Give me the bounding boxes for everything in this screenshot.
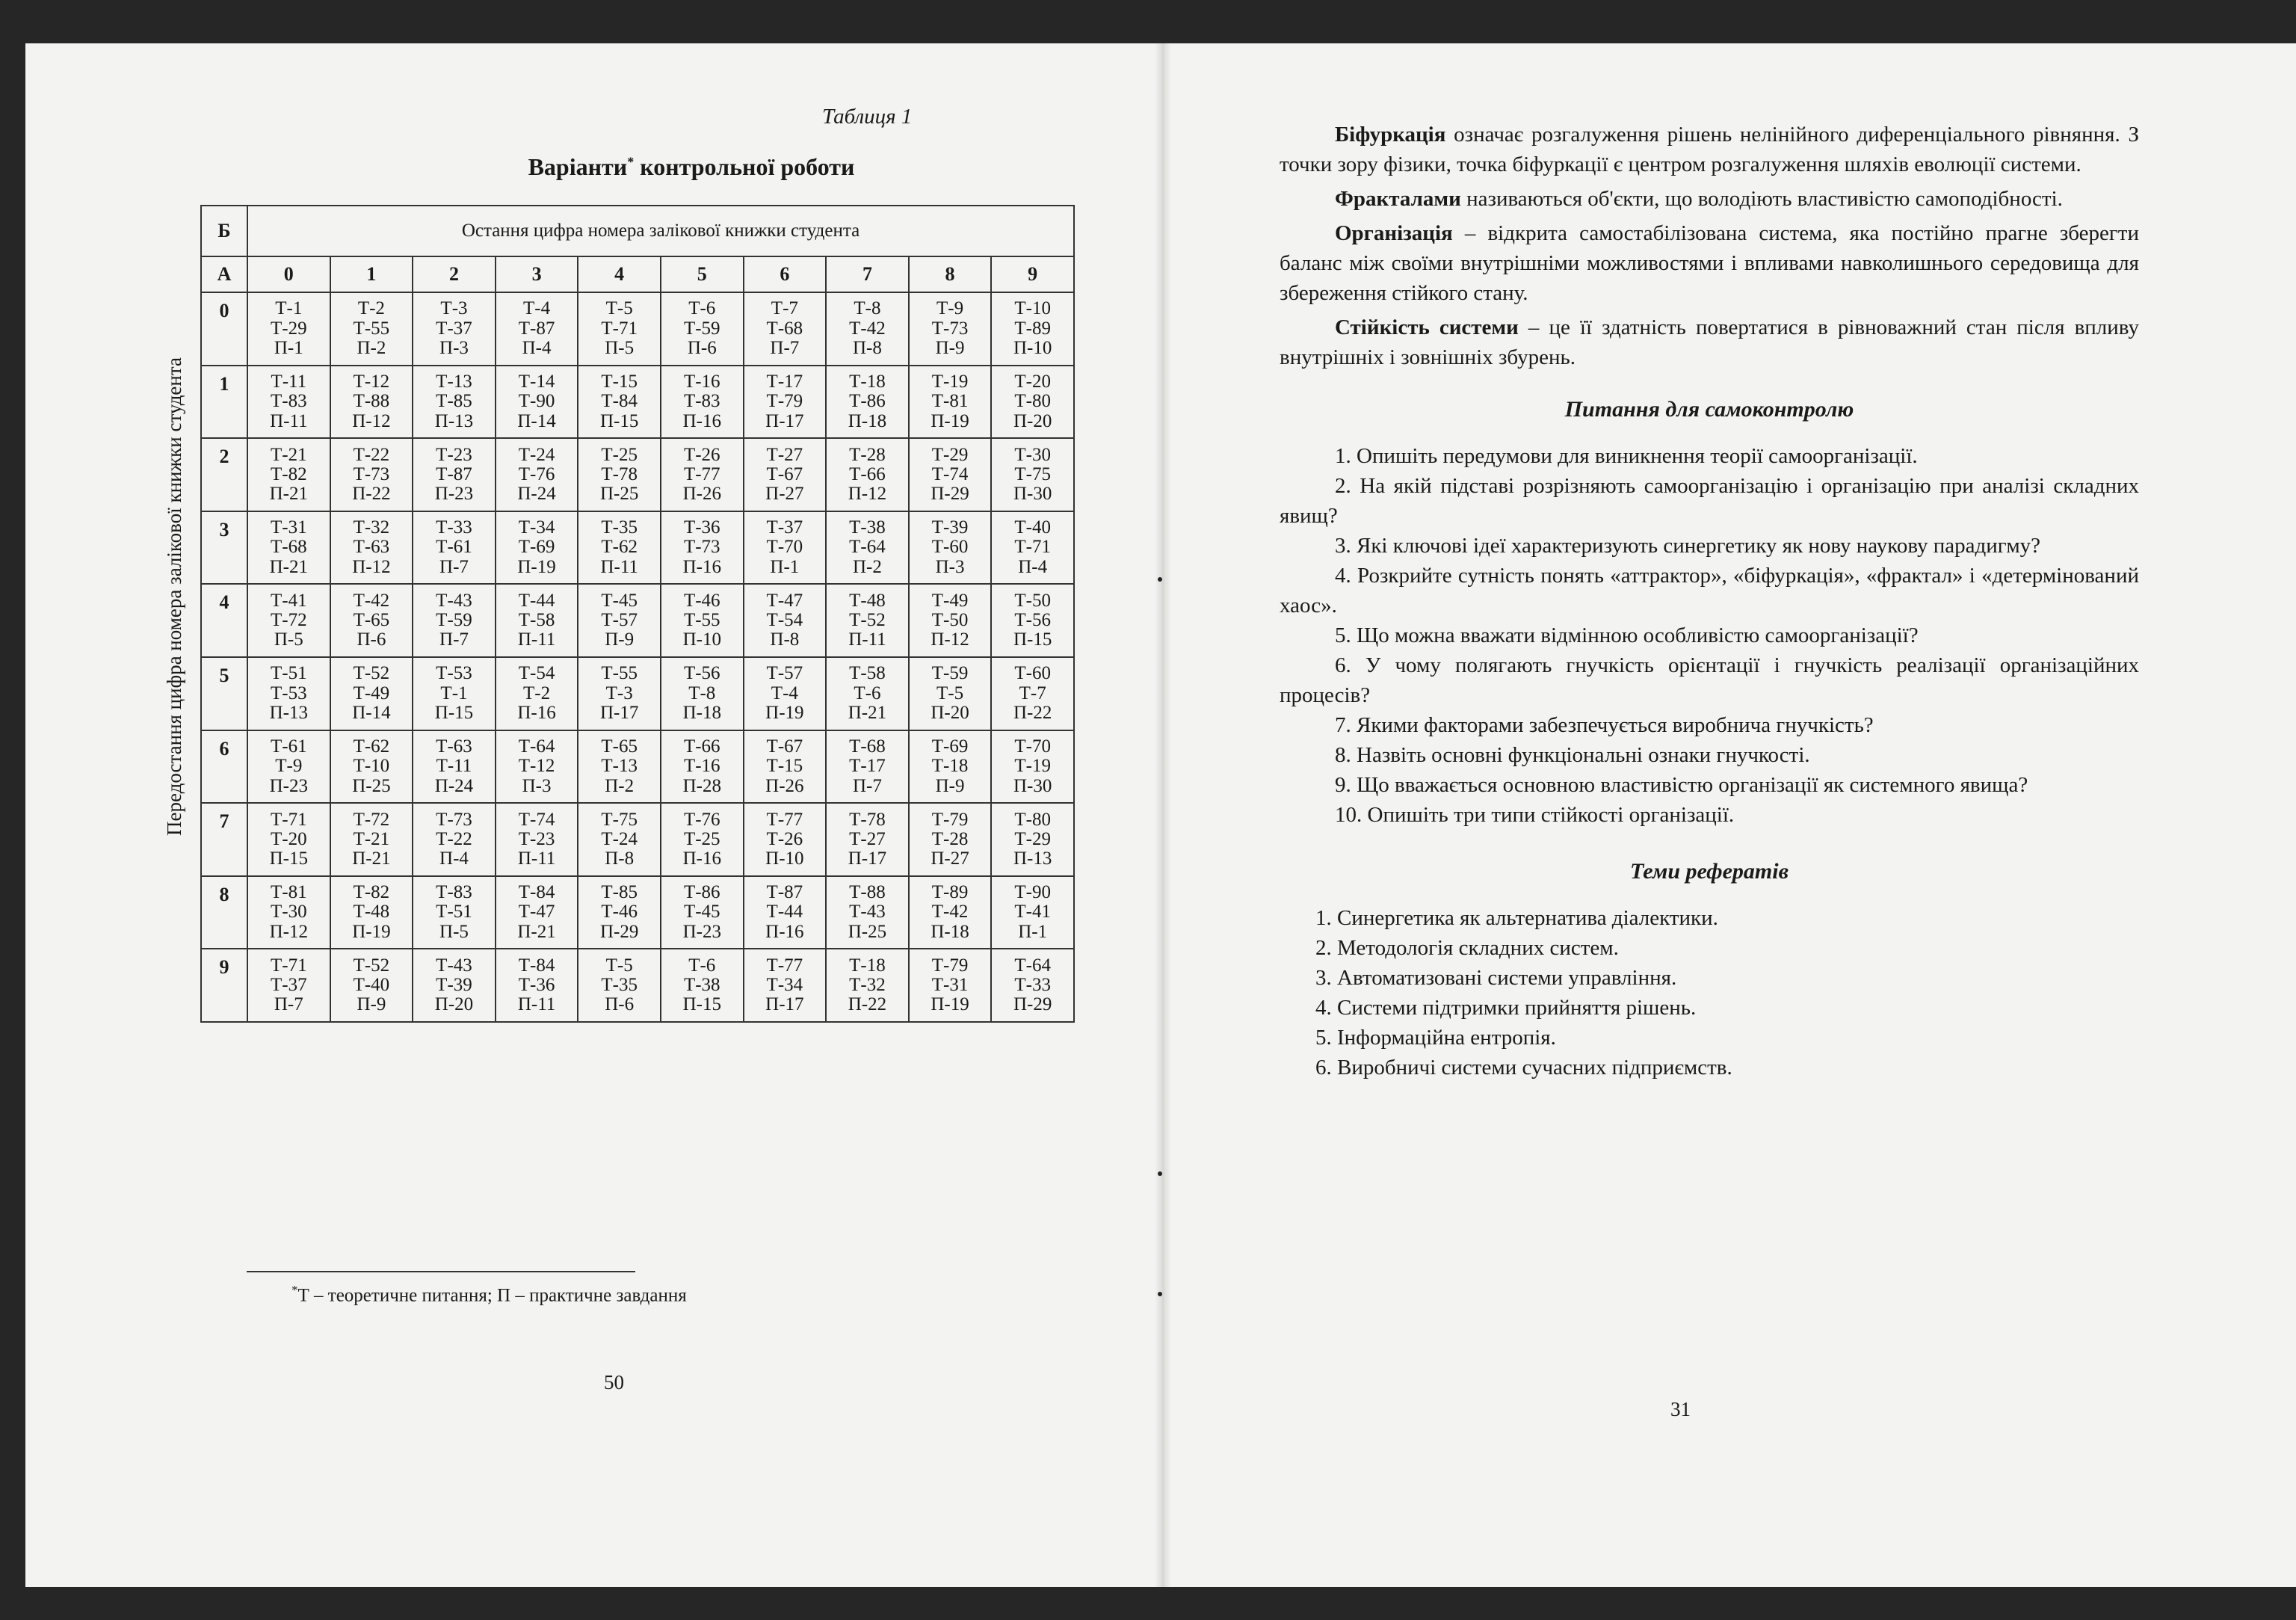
list-item: 5. Інформаційна ентропія.: [1315, 1026, 1556, 1050]
table-cell: Т-43 Т-39 П-20: [413, 949, 496, 1022]
column-header: 4: [578, 256, 661, 292]
list-item: 5. Що можна вважати відмінною особливістю самоорганізації?: [1335, 623, 1919, 647]
table-cell: Т-36 Т-73 П-16: [661, 511, 744, 585]
definition-term: Фракталами: [1335, 187, 1461, 211]
footnote-text: Т – теоретичне питання; П – практичне завдання: [297, 1285, 687, 1306]
table-cell: Т-76 Т-25 П-16: [661, 803, 744, 876]
row-header: 2: [201, 438, 247, 511]
table-row: [201, 511, 1074, 585]
table-cell: Т-14 Т-90 П-14: [496, 366, 578, 439]
row-header: 7: [201, 803, 247, 876]
table-cell: Т-77 Т-34 П-17: [744, 949, 827, 1022]
table-cell: Т-26 Т-77 П-26: [661, 438, 744, 511]
table-cell: Т-74 Т-23 П-11: [496, 803, 578, 876]
table-cell: Т-54 Т-2 П-16: [496, 657, 578, 730]
corner-bottom: А: [201, 256, 247, 292]
table-cell: Т-75 Т-24 П-8: [578, 803, 661, 876]
definition-term: Організація: [1335, 221, 1453, 245]
table-cell: Т-56 Т-8 П-18: [661, 657, 744, 730]
row-header: 3: [201, 511, 247, 585]
table-cell: Т-24 Т-76 П-24: [496, 438, 578, 511]
table-cell: Т-18 Т-86 П-18: [826, 366, 909, 439]
table-row: [201, 949, 1074, 1022]
corner-top: Б: [201, 206, 247, 256]
table-cell: Т-34 Т-69 П-19: [496, 511, 578, 585]
list-item: 3. Автоматизовані системи управління.: [1315, 966, 1677, 990]
table-cell: Т-40 Т-71 П-4: [991, 511, 1074, 585]
table-cell: Т-4 Т-87 П-4: [496, 292, 578, 366]
list-item: 9. Що вважається основною властивістю організації як системного явища?: [1335, 773, 2028, 797]
table-cell: Т-87 Т-44 П-16: [744, 876, 827, 949]
table-cell: Т-90 Т-41 П-1: [991, 876, 1074, 949]
row-header: 9: [201, 949, 247, 1022]
variants-table: [200, 205, 1075, 1023]
table-cell: Т-86 Т-45 П-23: [661, 876, 744, 949]
table-cell: Т-31 Т-68 П-21: [247, 511, 330, 585]
table-cell: Т-71 Т-20 П-15: [247, 803, 330, 876]
table-cell: Т-81 Т-30 П-12: [247, 876, 330, 949]
table-row: [201, 657, 1074, 730]
table-cell: Т-3 Т-37 П-3: [413, 292, 496, 366]
table-cell: Т-21 Т-82 П-21: [247, 438, 330, 511]
scan-speck: [1158, 1171, 1162, 1176]
table-row: [201, 876, 1074, 949]
table-cell: Т-65 Т-13 П-2: [578, 730, 661, 804]
page-number-right: 31: [1670, 1398, 1691, 1420]
table-cell: Т-52 Т-49 П-14: [330, 657, 413, 730]
table-row: [201, 730, 1074, 804]
table-cell: Т-5 Т-35 П-6: [578, 949, 661, 1022]
table-cell: Т-28 Т-66 П-12: [826, 438, 909, 511]
table-cell: Т-64 Т-12 П-3: [496, 730, 578, 804]
column-header: 2: [413, 256, 496, 292]
definitions-block: [1280, 120, 2139, 372]
table-cell: Т-44 Т-58 П-11: [496, 584, 578, 657]
table-cell: Т-66 Т-16 П-28: [661, 730, 744, 804]
table-cell: Т-25 Т-78 П-25: [578, 438, 661, 511]
table-cell: Т-46 Т-55 П-10: [661, 584, 744, 657]
definition-text: – це її здатність повертатися в рівноважний стан після впливу внутрішніх і зовнішніх збурень.: [1280, 315, 2139, 369]
table-cell: Т-32 Т-63 П-12: [330, 511, 413, 585]
table-cell: Т-38 Т-64 П-2: [826, 511, 909, 585]
row-axis-label: Передостання цифра номера залікової книжки студента: [163, 357, 185, 836]
list-item: 4. Системи підтримки прийняття рішень.: [1315, 996, 1697, 1020]
list-item: 1. Синергетика як альтернатива діалектики.: [1315, 906, 1718, 930]
table-cell: Т-67 Т-15 П-26: [744, 730, 827, 804]
table-cell: Т-42 Т-65 П-6: [330, 584, 413, 657]
table-cell: Т-20 Т-80 П-20: [991, 366, 1074, 439]
column-header-span: Остання цифра номера залікової книжки студента: [247, 206, 1074, 256]
table-label: Таблиця 1: [822, 105, 913, 129]
table-cell: Т-89 Т-42 П-18: [909, 876, 992, 949]
table-cell: Т-22 Т-73 П-22: [330, 438, 413, 511]
table-title: Варіанти* контрольної роботи: [528, 153, 855, 180]
row-header: 8: [201, 876, 247, 949]
table-cell: Т-72 Т-21 П-21: [330, 803, 413, 876]
table-cell: Т-63 Т-11 П-24: [413, 730, 496, 804]
table-cell: Т-80 Т-29 П-13: [991, 803, 1074, 876]
table-cell: Т-6 Т-59 П-6: [661, 292, 744, 366]
table-cell: Т-62 Т-10 П-25: [330, 730, 413, 804]
list-item: 10. Опишіть три типи стійкості організації.: [1335, 803, 1735, 827]
definition-paragraph: [1280, 184, 2139, 214]
column-header: 7: [826, 256, 909, 292]
table-row: [201, 366, 1074, 439]
column-header: 1: [330, 256, 413, 292]
definition-term: Стійкість системи: [1335, 315, 1519, 339]
footnote-mark: *: [291, 1283, 298, 1297]
book-gutter: [1155, 43, 1171, 1620]
table-cell: Т-9 Т-73 П-9: [909, 292, 992, 366]
page-number-left: 50: [604, 1371, 624, 1393]
table-cell: Т-23 Т-87 П-23: [413, 438, 496, 511]
table-cell: Т-78 Т-27 П-17: [826, 803, 909, 876]
table-row: [201, 803, 1074, 876]
definition-text: називаються об'єкти, що володіють властивістю самоподібності.: [1460, 187, 2063, 211]
table-cell: Т-6 Т-38 П-15: [661, 949, 744, 1022]
list-item: 4. Розкрийте сутність понять «аттрактор», «біфуркація», «фрактал» і «детермінований хаос».: [1280, 564, 2139, 617]
table-cell: Т-43 Т-59 П-7: [413, 584, 496, 657]
table-cell: Т-11 Т-83 П-11: [247, 366, 330, 439]
table-cell: Т-55 Т-3 П-17: [578, 657, 661, 730]
table-cell: Т-79 Т-31 П-19: [909, 949, 992, 1022]
table-cell: Т-41 Т-72 П-5: [247, 584, 330, 657]
table-cell: Т-79 Т-28 П-27: [909, 803, 992, 876]
table-cell: Т-83 Т-51 П-5: [413, 876, 496, 949]
column-header: 3: [496, 256, 578, 292]
table-cell: Т-84 Т-47 П-21: [496, 876, 578, 949]
table-cell: Т-82 Т-48 П-19: [330, 876, 413, 949]
table-row: [201, 584, 1074, 657]
table-cell: Т-58 Т-6 П-21: [826, 657, 909, 730]
column-header: 5: [661, 256, 744, 292]
table-cell: Т-47 Т-54 П-8: [744, 584, 827, 657]
scan-speck: [1158, 1292, 1162, 1296]
table-cell: Т-85 Т-46 П-29: [578, 876, 661, 949]
definition-term: Біфуркація: [1335, 123, 1446, 147]
table-cell: Т-18 Т-32 П-22: [826, 949, 909, 1022]
table-cell: Т-57 Т-4 П-19: [744, 657, 827, 730]
list-item: 7. Якими факторами забезпечується виробнича гнучкість?: [1335, 713, 1874, 737]
row-header: 6: [201, 730, 247, 804]
topics-list: [1280, 903, 2139, 1082]
column-header: 0: [247, 256, 330, 292]
list-item: 2. На якій підставі розрізняють самоорганізацію і організацію при аналізі складних явищ?: [1280, 474, 2139, 528]
questions-list: [1280, 441, 2139, 830]
table-cell: Т-1 Т-29 П-1: [247, 292, 330, 366]
table-cell: Т-61 Т-9 П-23: [247, 730, 330, 804]
table-cell: Т-8 Т-42 П-8: [826, 292, 909, 366]
table-cell: Т-71 Т-37 П-7: [247, 949, 330, 1022]
table-cell: Т-17 Т-79 П-17: [744, 366, 827, 439]
footnote: [291, 1283, 687, 1306]
footnote-rule: [247, 1271, 635, 1272]
list-item: 8. Назвіть основні функціональні ознаки гнучкості.: [1335, 743, 1810, 767]
row-header: 5: [201, 657, 247, 730]
table-cell: Т-15 Т-84 П-15: [578, 366, 661, 439]
definition-text: – відкрита самостабілізована система, яка постійно прагне зберегти баланс між своїми внутрішніми можливостями і впливами навколишнього середовища для збереження стійкого стану.: [1280, 221, 2139, 305]
table-cell: Т-70 Т-19 П-30: [991, 730, 1074, 804]
table-cell: Т-88 Т-43 П-25: [826, 876, 909, 949]
questions-title: Питання для самоконтролю: [1564, 397, 1854, 422]
scan-speck: [1158, 577, 1162, 582]
table-cell: Т-84 Т-36 П-11: [496, 949, 578, 1022]
table-cell: Т-39 Т-60 П-3: [909, 511, 992, 585]
table-cell: Т-35 Т-62 П-11: [578, 511, 661, 585]
table-row: [201, 438, 1074, 511]
topics-title: Теми рефератів: [1630, 859, 1789, 884]
table-cell: Т-27 Т-67 П-27: [744, 438, 827, 511]
table-cell: Т-19 Т-81 П-19: [909, 366, 992, 439]
table-cell: Т-29 Т-74 П-29: [909, 438, 992, 511]
list-item: 6. Виробничі системи сучасних підприємств.: [1315, 1056, 1732, 1080]
definition-paragraph: [1280, 312, 2139, 372]
table-cell: Т-5 Т-71 П-5: [578, 292, 661, 366]
table-cell: Т-69 Т-18 П-9: [909, 730, 992, 804]
table-cell: Т-53 Т-1 П-15: [413, 657, 496, 730]
table-cell: Т-64 Т-33 П-29: [991, 949, 1074, 1022]
table-cell: Т-59 Т-5 П-20: [909, 657, 992, 730]
list-item: 3. Які ключові ідеї характеризують синергетику як нову наукову парадигму?: [1335, 534, 2041, 558]
definition-paragraph: [1280, 120, 2139, 179]
column-header: 8: [909, 256, 992, 292]
table-cell: Т-45 Т-57 П-9: [578, 584, 661, 657]
table-cell: Т-73 Т-22 П-4: [413, 803, 496, 876]
table-cell: Т-16 Т-83 П-16: [661, 366, 744, 439]
table-cell: Т-7 Т-68 П-7: [744, 292, 827, 366]
table-cell: Т-10 Т-89 П-10: [991, 292, 1074, 366]
column-header: 6: [744, 256, 827, 292]
table-cell: Т-60 Т-7 П-22: [991, 657, 1074, 730]
table-cell: Т-2 Т-55 П-2: [330, 292, 413, 366]
column-header: 9: [991, 256, 1074, 292]
table-cell: Т-51 Т-53 П-13: [247, 657, 330, 730]
definition-text: означає розгалуження рішень нелінійного диференціального рівняння. З точки зору фізики, точка біфуркації є центром розгалуження шляхів еволюції системи.: [1280, 123, 2139, 176]
table-cell: Т-37 Т-70 П-1: [744, 511, 827, 585]
table-cell: Т-48 Т-52 П-11: [826, 584, 909, 657]
table-cell: Т-30 Т-75 П-30: [991, 438, 1074, 511]
definition-paragraph: [1280, 218, 2139, 308]
table-cell: Т-12 Т-88 П-12: [330, 366, 413, 439]
list-item: 6. У чому полягають гнучкість орієнтації і гнучкість реалізації організаційних процесів?: [1280, 653, 2139, 707]
table-row: [201, 292, 1074, 366]
table-cell: Т-33 Т-61 П-7: [413, 511, 496, 585]
table-cell: Т-50 Т-56 П-15: [991, 584, 1074, 657]
list-item: 2. Методологія складних систем.: [1315, 936, 1619, 960]
row-header: 4: [201, 584, 247, 657]
table-cell: Т-77 Т-26 П-10: [744, 803, 827, 876]
right-page-text: [1280, 120, 2139, 1082]
list-item: 1. Опишіть передумови для виникнення теорії самоорганізації.: [1335, 444, 1918, 468]
table-cell: Т-68 Т-17 П-7: [826, 730, 909, 804]
table-cell: Т-13 Т-85 П-13: [413, 366, 496, 439]
scan-border: [0, 1587, 2296, 1620]
row-header: 1: [201, 366, 247, 439]
table-cell: Т-52 Т-40 П-9: [330, 949, 413, 1022]
row-header: 0: [201, 292, 247, 366]
table-cell: Т-49 Т-50 П-12: [909, 584, 992, 657]
